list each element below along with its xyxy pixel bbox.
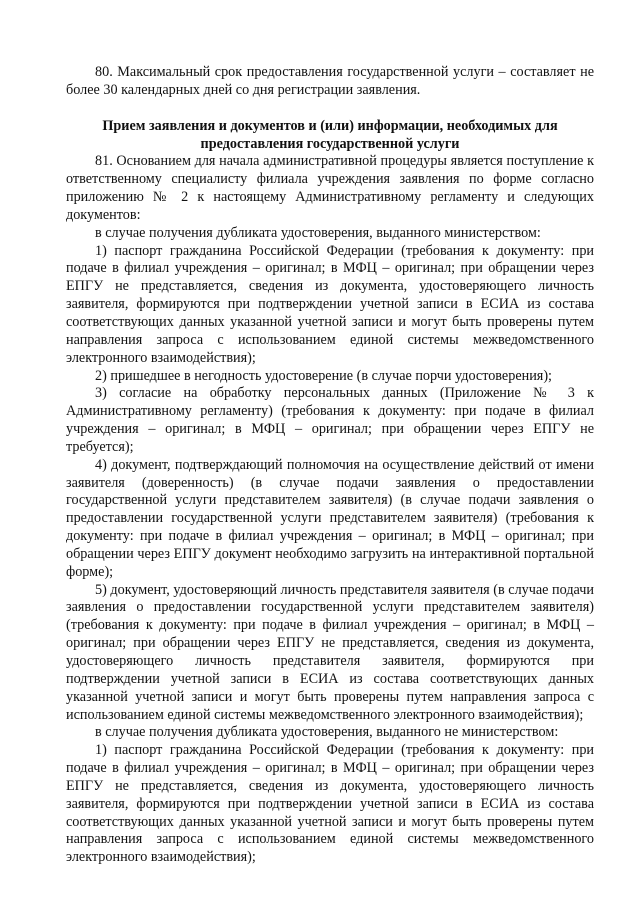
- paragraph-case-not-ministry: в случае получения дубликата удостоверения, выданного не министерством:: [95, 724, 559, 741]
- section-gap: [66, 100, 594, 118]
- document-body: [66, 64, 594, 867]
- paragraph-81: 81. Основанием для начала административной процедуры является поступление к ответственному специалисту филиала учреждения заявления по форме согласно приложению № 2 к настоящему Административному регламенту и следующих документов:: [66, 153, 594, 223]
- list-item-damaged-certificate: 2) пришедшее в негодность удостоверение (в случае порчи удостоверения);: [95, 367, 552, 384]
- list-item-passport: 1) паспорт гражданина Российской Федерации (требования к документу: при подаче в филиал учреждения – оригинал; в МФЦ – оригинал; при обращении через ЕПГУ не представляется, сведения из документа, удостоверяющего личность заявителя, формируются при подтверждении учетной записи в ЕСИА из состава соответствующих данных указанной учетной записи и могут быть проверены путем направления запроса с использованием единой системы межведомственного электронного взаимодействия);: [66, 242, 594, 366]
- list-item-representative-id: 5) документ, удостоверяющий личность представителя заявителя (в случае подачи заявления о предоставлении государственной услуги представителем заявителя) (требования к документу: при подаче в филиал учреждения – оригинал; в МФЦ – оригинал; при обращении через ЕПГУ не представляется, сведения из документа, удостоверяющего личность представителя заявителя, формируются при подтверждении учетной записи в ЕСИА из состава соответствующих данных указанной учетной записи и могут быть проверены путем направления запроса с использованием единой системы межведомственного электронного взаимодействия);: [66, 581, 594, 723]
- paragraph-80: 80. Максимальный срок предоставления государственной услуги – составляет не более 30 календарных дней со дня регистрации заявления.: [66, 64, 594, 98]
- list-item-passport-second: 1) паспорт гражданина Российской Федерации (требования к документу: при подаче в филиал учреждения – оригинал; в МФЦ – оригинал; при обращении через ЕПГУ не представляется, сведения из документа, удостоверяющего личность заявителя, формируются при подтверждении учетной записи в ЕСИА из состава соответствующих данных указанной учетной записи и могут быть проверены путем направления запроса с использованием единой системы межведомственного электронного взаимодействия);: [66, 742, 594, 866]
- paragraph-case-ministry: в случае получения дубликата удостоверения, выданного министерством:: [95, 224, 541, 241]
- list-item-personal-data-consent: 3) согласие на обработку персональных данных (Приложение № 3 к Административному регламенту) (требования к документу: при подаче в филиал учреждения – оригинал; в МФЦ – оригинал; при обращении через ЕПГУ не требуется);: [66, 385, 594, 455]
- list-item-power-of-attorney: 4) документ, подтверждающий полномочия на осуществление действий от имени заявителя (доверенность) (в случае подачи заявления о предоставлении государственной услуги представителем заявителя) (в случае подачи заявления о предоставлении государственной услуги представителем заявителя) (требования к документу: при подаче в филиал учреждения – оригинал; в МФЦ – оригинал; при обращении через ЕПГУ документ необходимо загрузить на интерактивной портальной форме);: [66, 456, 594, 580]
- section-heading: Прием заявления и документов и (или) информации, необходимых для предоставления государственной услуги: [102, 117, 558, 152]
